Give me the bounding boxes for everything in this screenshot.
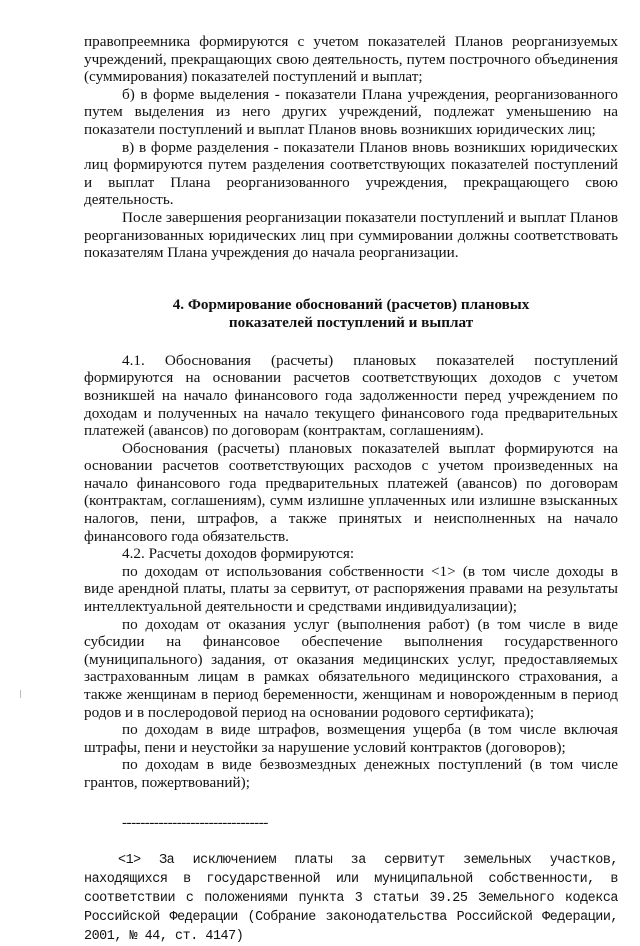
paragraph-4-1: 4.1. Обоснования (расчеты) плановых показателей поступлений формируются на основании расчетов соответствующих доходов с учетом возникшей на начало финансового года задолженности перед учреждением по доходам и полученных на начало текущего финансового года предварительных платежей (авансов) по договорам (контрактам, соглашениям). bbox=[84, 351, 618, 440]
section-4-heading-line1: 4. Формирование обоснований (расчетов) плановых bbox=[172, 295, 530, 313]
footnote-separator: -------------------------------- bbox=[122, 813, 268, 831]
paragraph-item-v: в) в форме разделения - показатели Планов вновь возникших юридических лиц формируются путем разделения соответствующих показателей поступлений и выплат Плана реорганизованного учреждения, прекращающего свою деятельность. bbox=[84, 138, 618, 209]
document-page bbox=[84, 33, 618, 946]
scan-mark bbox=[20, 690, 21, 698]
section-4-heading-line2: показателей поступлений и выплат bbox=[228, 313, 474, 331]
paragraph-item-b: б) в форме выделения - показатели Плана учреждения, реорганизованного путем выделения из него других учреждений, подлежат уменьшению на показатели поступлений и выплат Планов вновь возникших юридических лиц; bbox=[84, 85, 618, 138]
paragraph-after-reorganization: После завершения реорганизации показатели поступлений и выплат Планов реорганизованных юридических лиц при суммировании должны соответствовать показателям Плана учреждения до начала реорганизации. bbox=[84, 208, 618, 262]
section-4-heading bbox=[84, 296, 618, 332]
paragraph-income-services: по доходам от оказания услуг (выполнения работ) (в том числе в виде субсидии на финансовое обеспечение выполнения государственного (муниципального) задания, от оказания медицинских услуг, предоставляемых застрахованным лицам в рамках обязательного медицинского страхования, а также женщинам в период беременности, женщинам и новорожденным в период родов и в послеродовой период на основании родового сертификата); bbox=[84, 615, 618, 721]
paragraph-4-2: 4.2. Расчеты доходов формируются: bbox=[122, 545, 355, 563]
paragraph-income-grants: по доходам в виде безвозмездных денежных поступлений (в том числе грантов, пожертвований); bbox=[84, 756, 618, 791]
paragraph-income-fines: по доходам в виде штрафов, возмещения ущерба (в том числе включая штрафы, пени и неустойки за нарушение условий контрактов (договоров); bbox=[84, 721, 618, 756]
footnote-text: <1> За исключением платы за сервитут земельных участков, находящихся в государственной или муниципальной собственности, в соответствии с положениями пункта 3 статьи 39.25 Земельного кодекса Российской Федерации (Собрание законодательства Российской Федерации, 2001, № 44, ст. 4147) bbox=[84, 853, 618, 945]
paragraph-expenses-justification: Обоснования (расчеты) плановых показателей выплат формируются на основании расчетов соответствующих расходов с учетом произведенных на начало финансового года предварительных платежей (авансов) по договорам (контрактам, соглашениям), сумм излишне уплаченных или излишне взысканных налогов, пени, штрафов, а также принятых и неисполненных на начало финансового года обязательств. bbox=[84, 439, 618, 545]
paragraph-continuation: правопреемника формируются с учетом показателей Планов реорганизуемых учреждений, прекращающих свою деятельность, путем построчного объединения (суммирования) показателей поступлений и выплат; bbox=[84, 33, 618, 86]
paragraph-income-property: по доходам от использования собственности <1> (в том числе доходы в виде арендной платы, платы за сервитут, от распоряжения правами на результаты интеллектуальной деятельности и средствами индивидуализации); bbox=[84, 562, 618, 616]
